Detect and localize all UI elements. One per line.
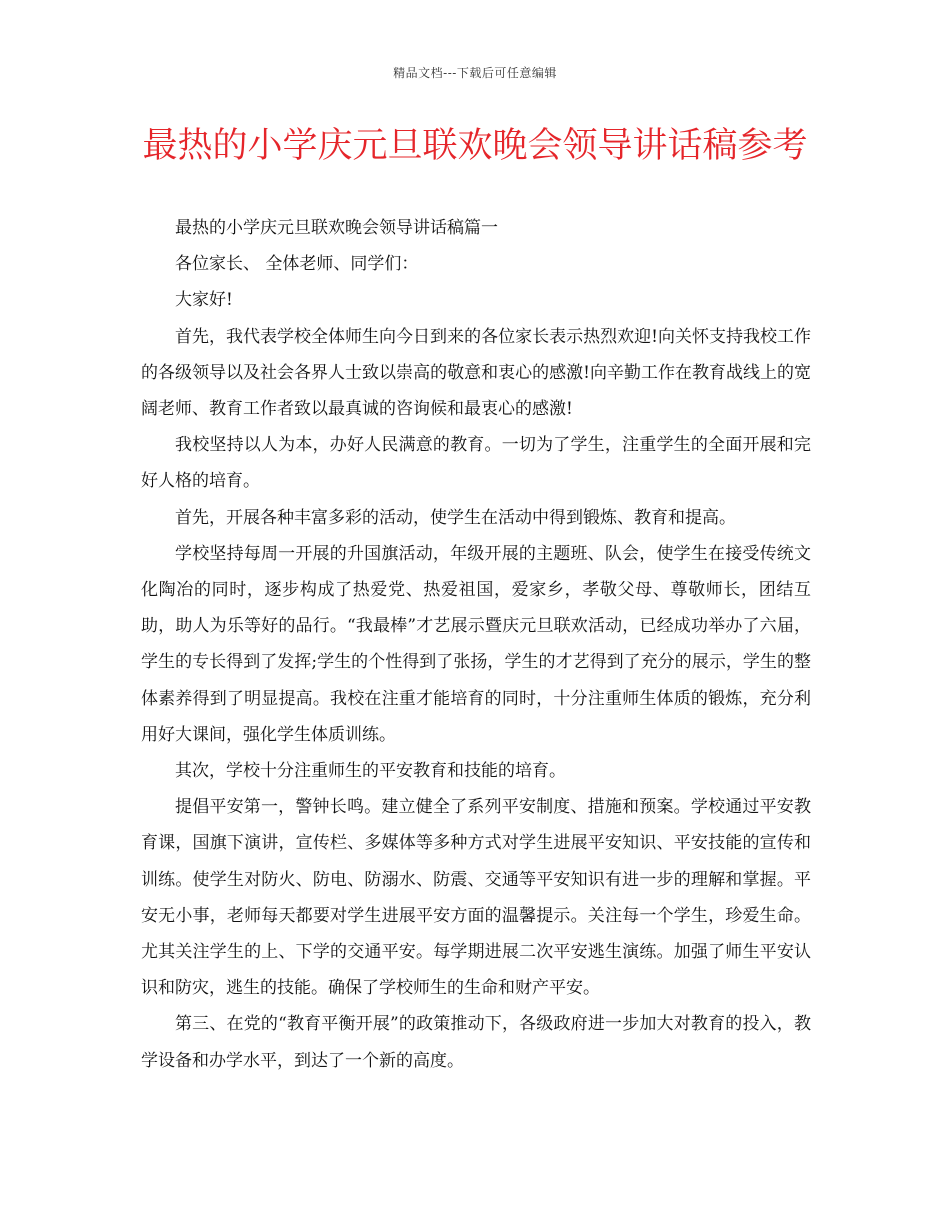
document-title: 最热的小学庆元旦联欢晚会领导讲话稿参考: [142, 126, 808, 166]
page-header: 精品文档---下载后可任意编辑: [393, 66, 557, 80]
document-body: [141, 210, 811, 1079]
paragraph: 首先，我代表学校全体师生向今日到来的各位家长表示热烈欢迎!向关怀支持我校工作的各级领导以及社会各界人士致以崇高的敬意和衷心的感激!向辛勤工作在教育战线上的宽阔老师、教育工作者致以最真诚的咨询候和最衷心的感激!: [141, 326, 811, 420]
paragraph: 学校坚持每周一开展的升国旗活动，年级开展的主题班、队会，使学生在接受传统文化陶冶的同时，逐步构成了热爱党、热爱祖国，爱家乡，孝敬父母、尊敬师长，团结互助，助人为乐等好的品行。“我最棒”才艺展示暨庆元旦联欢活动，已经成功举办了六届，学生的专长得到了发挥;学生的个性得到了张扬，学生的才艺得到了充分的展示，学生的整体素养得到了明显提高。我校在注重才能培育的同时，十分注重师生体质的锻炼，充分利用好大课间，强化学生体质训练。: [141, 543, 811, 745]
paragraph-salutation: 各位家长、 全体老师、同学们：: [175, 254, 419, 275]
paragraph-greeting: 大家好!: [175, 290, 233, 311]
paragraph: 首先，开展各种丰富多彩的活动，使学生在活动中得到锻炼、教育和提高。: [175, 507, 736, 528]
paragraph-subtitle: 最热的小学庆元旦联欢晚会领导讲话稿篇一: [175, 218, 498, 238]
paragraph: 其次，学校十分注重师生的平安教育和技能的培育。: [175, 761, 566, 782]
paragraph: 提倡平安第一，警钟长鸣。建立健全了系列平安制度、措施和预案。学校通过平安教育课，国旗下演讲，宣传栏、多媒体等多种方式对学生进展平安知识、平安技能的宣传和训练。使学生对防火、防电、防溺水、防震、交通等平安知识有进一步的理解和掌握。平安无小事，老师每天都要对学生进展平安方面的温馨提示。关注每一个学生，珍爱生命。尤其关注学生的上、下学的交通平安。每学期进展二次平安逃生演练。加强了师生平安认识和防灾，逃生的技能。确保了学校师生的生命和财产平安。: [141, 797, 811, 999]
paragraph: 第三、在党的“教育平衡开展”的政策推动下，各级政府进一步加大对教育的投入，教学设备和办学水平，到达了一个新的高度。: [141, 1014, 811, 1071]
paragraph: 我校坚持以人为本，办好人民满意的教育。一切为了学生，注重学生的全面开展和完好人格的培育。: [141, 435, 811, 492]
